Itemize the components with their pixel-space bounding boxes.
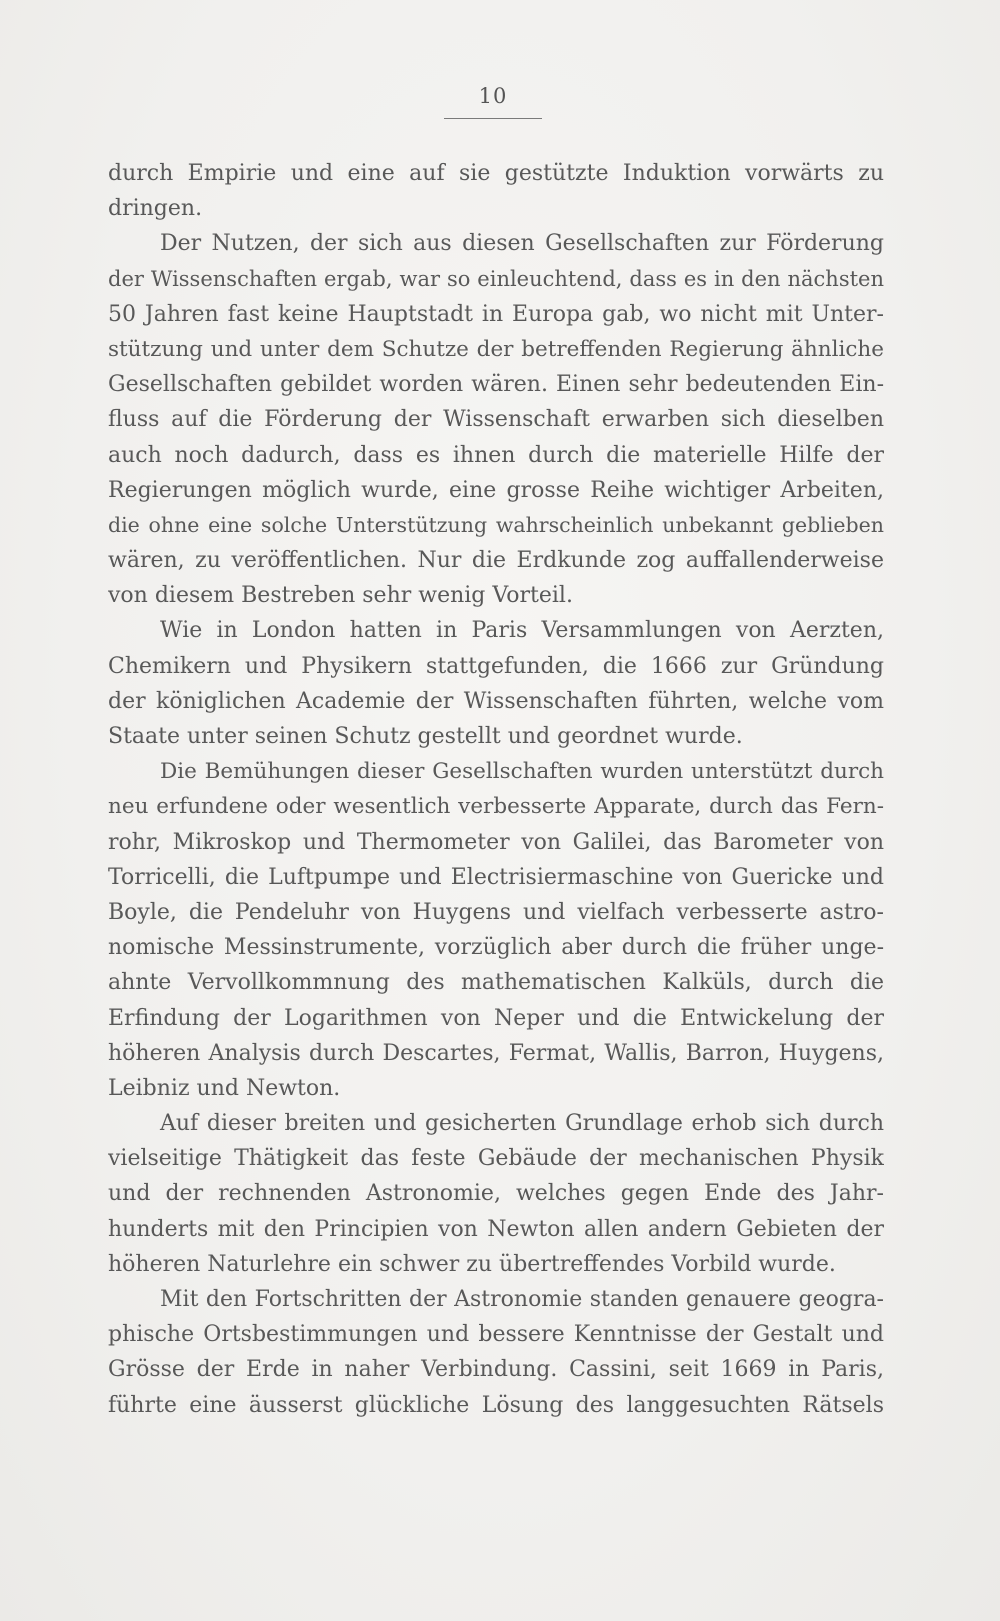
text-line: stützung und unter dem Schutze der betreffenden Regierung ähnliche [108,336,884,362]
text-line: durch Empirie und eine auf sie gestützte Induktion vorwärts zu [108,161,884,186]
text-line: rohr, Mikroskop und Thermometer von Galilei, das Barometer von [108,829,884,855]
text-line: höheren Naturlehre ein schwer zu übertreffendes Vorbild wurde. [108,1251,836,1277]
text-line: neu erfundene oder wesentlich verbesserte Apparate, durch das Fern- [108,794,884,820]
text-line: hunderts mit den Principien von Newton allen andern Gebieten der [108,1216,884,1242]
page-number: 10 [478,84,508,108]
text-line: die ohne eine solche Unterstützung wahrscheinlich unbekannt geblieben [108,512,884,537]
text-line: vielseitige Thätigkeit das feste Gebäude der mechanischen Physik [108,1146,884,1172]
text-line: Torricelli, die Luftpumpe und Electrisiermaschine von Guericke und [108,864,884,890]
text-line: 50 Jahren fast keine Hauptstadt in Europa gab, wo nicht mit Unter- [108,301,884,327]
text-line: Regierungen möglich wurde, eine grosse Reihe wichtiger Arbeiten, [108,477,884,503]
text-line: führte eine äusserst glückliche Lösung des langgesuchten Rätsels [108,1392,884,1418]
text-line: Staate unter seinen Schutz gestellt und geordnet wurde. [108,724,743,749]
paragraph-start-line: Die Bemühungen dieser Gesellschaften wurden unterstützt durch [160,759,884,785]
page-number-rule [444,118,542,119]
body-text [108,156,884,1423]
text-line: nomische Messinstrumente, vorzüglich aber durch die früher unge- [108,935,884,961]
text-line: Chemikern und Physikern stattgefunden, die 1666 zur Gründung [108,653,884,679]
text-line: höheren Analysis durch Descartes, Fermat, Wallis, Barron, Huygens, [108,1040,884,1066]
text-line: der Wissenschaften ergab, war so einleuchtend, dass es in den nächsten [108,266,884,291]
text-line: dringen. [108,196,203,222]
text-line: Erfindung der Logarithmen von Neper und die Entwickelung der [108,1005,884,1031]
text-line: von diesem Bestreben sehr wenig Vorteil. [108,583,573,609]
text-line: ahnte Vervollkommnung des mathematischen Kalküls, durch die [108,970,884,996]
paragraph-start-line: Der Nutzen, der sich aus diesen Gesellschaften zur Förderung [160,231,884,257]
text-line: auch noch dadurch, dass es ihnen durch die materielle Hilfe der [108,442,884,468]
paragraph-start-line: Wie in London hatten in Paris Versammlungen von Aerzten, [160,618,884,644]
paragraph-start-line: Auf dieser breiten und gesicherten Grundlage erhob sich durch [160,1111,884,1137]
text-line: Gesellschaften gebildet worden wären. Einen sehr bedeutenden Ein- [108,372,884,398]
text-line: wären, zu veröffentlichen. Nur die Erdkunde zog auffallenderweise [108,548,884,574]
text-line: und der rechnenden Astronomie, welches gegen Ende des Jahr- [108,1181,884,1207]
text-line: Grösse der Erde in naher Verbindung. Cassini, seit 1669 in Paris, [108,1357,884,1383]
paragraph-start-line: Mit den Fortschritten der Astronomie standen genauere geogra- [160,1287,884,1312]
text-line: fluss auf die Förderung der Wissenschaft erwarben sich dieselben [108,407,884,433]
text-line: Boyle, die Pendeluhr von Huygens und vielfach verbesserte astro- [108,899,884,925]
text-line: Leibniz und Newton. [108,1075,341,1101]
text-line: der königlichen Academie der Wissenschaften führten, welche vom [108,688,884,714]
text-line: phische Ortsbestimmungen und bessere Kenntnisse der Gestalt und [108,1322,884,1348]
